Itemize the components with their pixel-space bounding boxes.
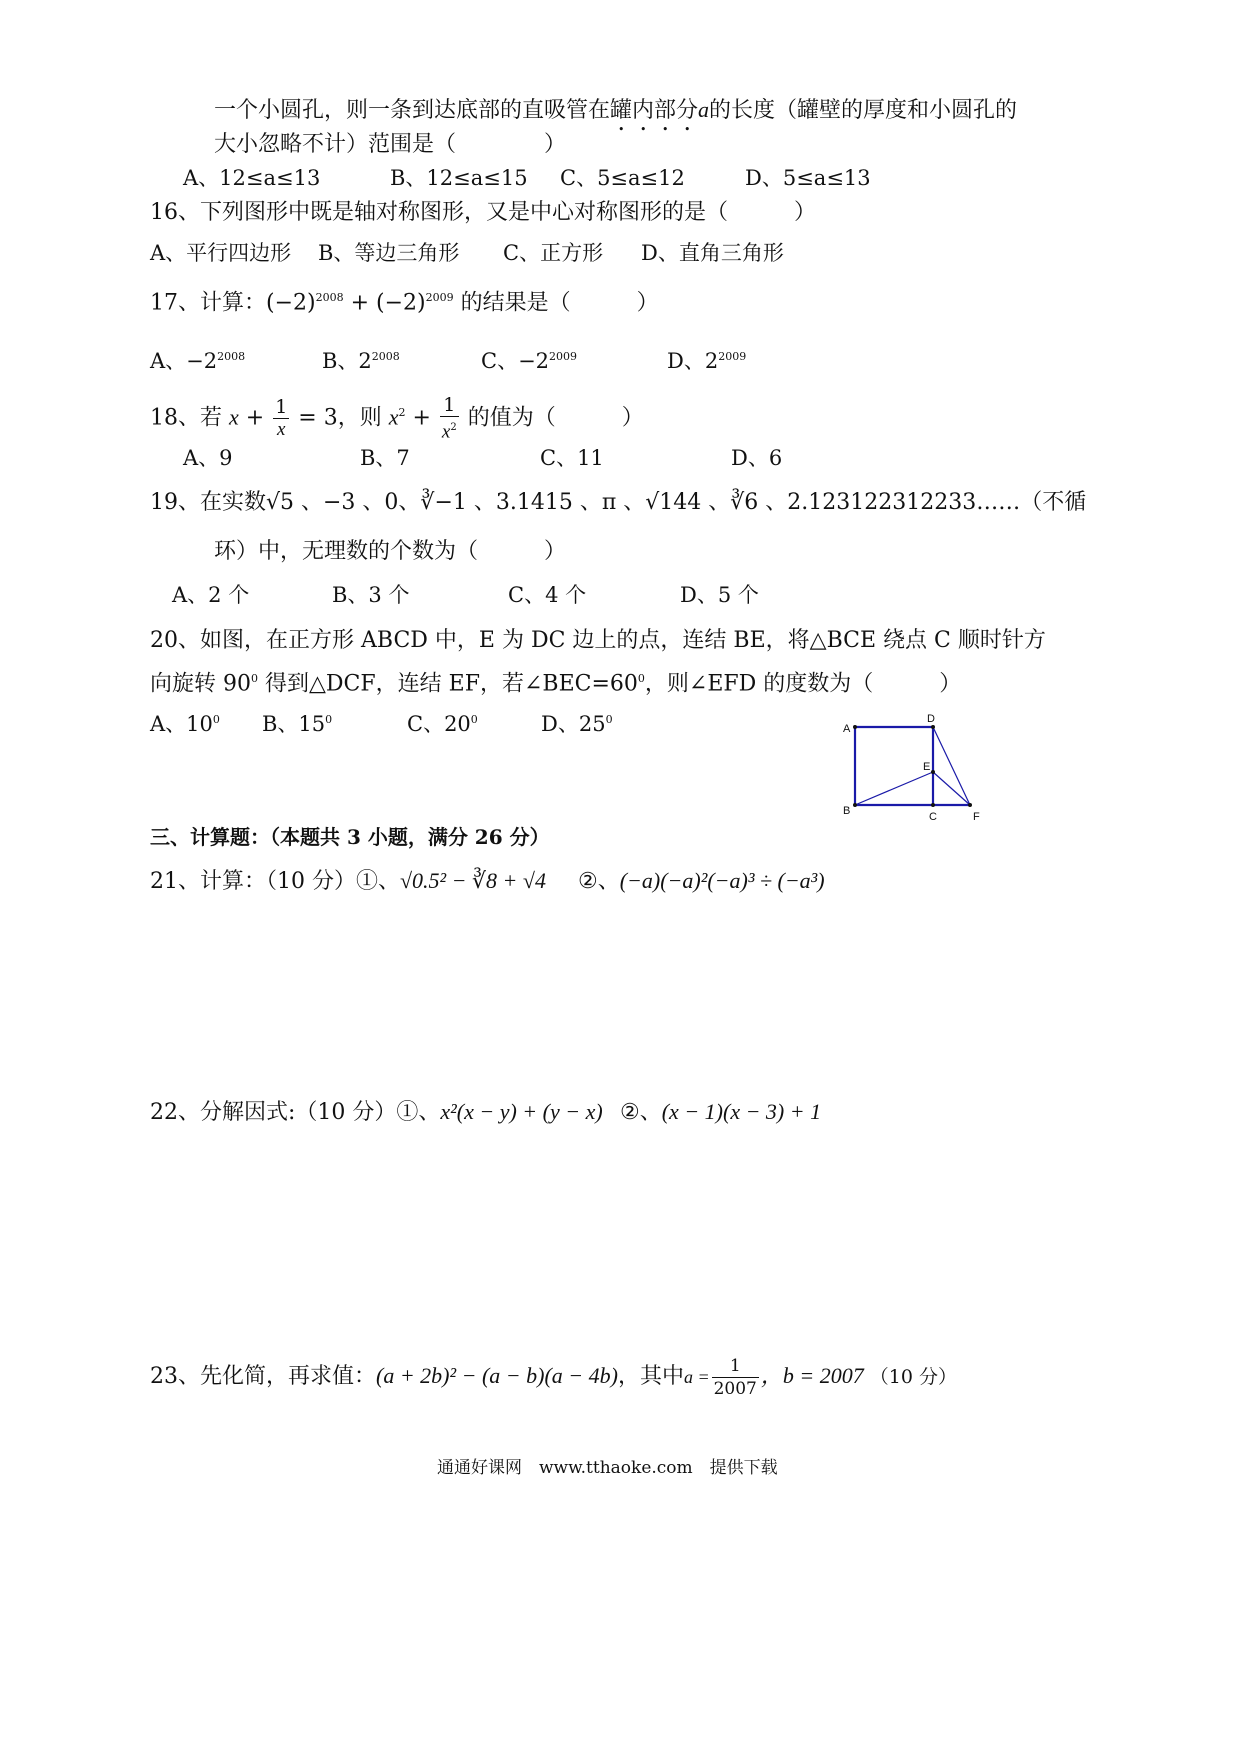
q18-option-c: C、11 bbox=[540, 446, 604, 470]
q23-fraction bbox=[712, 1355, 759, 1400]
q20-line2-c: ，则∠EFD 的度数为（ ） bbox=[644, 671, 962, 697]
q17-exp-a: 2008 bbox=[315, 291, 344, 304]
q15-option-d: D、5≤a≤13 bbox=[745, 166, 871, 190]
q18-frac2-num: 1 bbox=[440, 394, 459, 417]
q17-option-d-exp: 2009 bbox=[718, 350, 747, 363]
q23-expr: (a + 2b)² − (a − b)(a − 4b) bbox=[376, 1363, 618, 1388]
q20-fig-segment-df bbox=[933, 727, 970, 805]
q15-text-a: 一个小圆孔，则一条到达底部的直吸管在 bbox=[214, 98, 611, 123]
q20-deg-1: 0 bbox=[251, 672, 258, 685]
q23-points: （10 分） bbox=[869, 1366, 957, 1388]
q20-line1: 20、如图，在正方形 ABCD 中，E 为 DC 边上的点，连结 BE，将△BCE 绕点 C 顺时针方 bbox=[150, 628, 1046, 653]
q19-option-a: A、2 个 bbox=[172, 583, 250, 607]
q22-prefix: 22、分解因式:（10 分）①、 bbox=[150, 1100, 441, 1125]
q17-exp-b: 2009 bbox=[425, 291, 454, 304]
q18-frac1-den: x bbox=[277, 418, 286, 440]
q18-option-a: A、9 bbox=[183, 446, 233, 470]
q20-option-a bbox=[150, 705, 220, 739]
q20-fig-label-d: D bbox=[927, 713, 935, 725]
q23-prefix: 23、先化简，再求值： bbox=[150, 1364, 376, 1389]
q16-option-d: D、直角三角形 bbox=[641, 241, 784, 265]
q20-fig-label-f: F bbox=[973, 811, 980, 823]
q23-mid: ，其中 bbox=[617, 1364, 684, 1389]
q17-option-b-label: B、2 bbox=[322, 349, 372, 373]
q18-fraction-2 bbox=[440, 394, 459, 443]
q18-eq: = 3，则 bbox=[291, 405, 389, 431]
q17-term-a: (−2) bbox=[266, 290, 316, 316]
q20-fig-point-f bbox=[968, 803, 972, 807]
q17-option-c-label: C、−2 bbox=[481, 349, 550, 373]
q15-line2: 大小忽略不计）范围是（ ） bbox=[214, 132, 567, 157]
q22-part2-label: ②、 bbox=[620, 1100, 662, 1125]
q20-option-b-deg: 0 bbox=[325, 713, 333, 726]
q21-part1: √0.5² − ∛8 + √4 bbox=[399, 868, 546, 893]
q23-frac-num: 1 bbox=[712, 1355, 759, 1378]
q17-option-b bbox=[322, 342, 400, 376]
q22-stem bbox=[150, 1097, 603, 1128]
q19-option-b: B、3 个 bbox=[332, 583, 410, 607]
q20-fig-point-b bbox=[853, 803, 857, 807]
q17-option-a-label: A、−2 bbox=[150, 349, 218, 373]
q17-stem bbox=[150, 283, 659, 318]
q15-option-a: A、12≤a≤13 bbox=[183, 166, 321, 190]
q18-frac2-den bbox=[440, 417, 459, 443]
q23-stem bbox=[150, 1348, 957, 1405]
q18-prefix: 18、若 bbox=[150, 405, 229, 431]
q20-option-d bbox=[541, 705, 613, 739]
q17-option-c-exp: 2009 bbox=[549, 350, 578, 363]
q17-option-d-label: D、2 bbox=[667, 349, 719, 373]
q20-line2-a: 向旋转 90 bbox=[150, 671, 251, 697]
q20-fig-point-a bbox=[853, 725, 857, 729]
q17-suffix: 的结果是（ ） bbox=[453, 290, 659, 316]
q20-fig-label-b: B bbox=[843, 805, 851, 817]
q18-suffix: 的值为（ ） bbox=[460, 405, 644, 431]
q18-x: x bbox=[229, 404, 239, 430]
q18-plus: + bbox=[238, 405, 272, 431]
section-3-title: 三、计算题：（本题共 3 小题，满分 26 分） bbox=[150, 825, 550, 849]
q17-option-a bbox=[150, 342, 245, 376]
q18-fraction-1 bbox=[273, 396, 289, 441]
q20-line2-b: 得到△DCF，连结 EF，若∠BEC=60 bbox=[258, 671, 638, 697]
q23-a-eq: a = bbox=[683, 1367, 710, 1387]
q20-fig-point-e bbox=[931, 770, 935, 774]
q20-fig-segment-be bbox=[855, 772, 933, 805]
q20-option-c bbox=[407, 705, 478, 739]
q20-option-b bbox=[262, 705, 332, 739]
q16-stem: 16、下列图形中既是轴对称图形，又是中心对称图形的是（ ） bbox=[150, 200, 816, 225]
q18-stem bbox=[150, 388, 644, 443]
page-footer: 通通好课网 www.tthaoke.com 提供下载 bbox=[437, 1458, 778, 1478]
q21-part2-label: ②、 bbox=[578, 869, 620, 894]
q15-emphasis: 罐内部分 bbox=[610, 98, 699, 123]
q20-option-b-label: B、15 bbox=[262, 712, 326, 736]
q18-plus2: + bbox=[405, 405, 438, 431]
q19-option-d: D、5 个 bbox=[680, 583, 759, 607]
q20-fig-label-c: C bbox=[929, 811, 937, 823]
q20-option-d-label: D、25 bbox=[541, 712, 606, 736]
q20-fig-label-a: A bbox=[843, 723, 851, 735]
q18-x2: x bbox=[388, 404, 399, 430]
q18-frac2-den-x: x bbox=[441, 420, 451, 442]
q16-option-a: A、平行四边形 bbox=[150, 241, 292, 265]
q16-option-b: B、等边三角形 bbox=[318, 241, 460, 265]
q20-deg-2: 0 bbox=[637, 672, 645, 685]
q20-option-d-deg: 0 bbox=[605, 713, 613, 726]
q19-option-c: C、4 个 bbox=[508, 583, 587, 607]
q21-part2 bbox=[578, 866, 825, 897]
q18-option-d: D、6 bbox=[731, 446, 783, 470]
q20-fig-point-d bbox=[931, 725, 935, 729]
q15-option-c: C、5≤a≤12 bbox=[560, 166, 685, 190]
q23-frac-den: 2007 bbox=[713, 1378, 757, 1399]
q20-line2 bbox=[150, 664, 961, 699]
q17-option-a-exp: 2008 bbox=[217, 350, 246, 363]
q17-prefix: 17、计算： bbox=[150, 290, 266, 316]
q20-fig-point-c bbox=[931, 803, 935, 807]
q20-fig-segment-ef bbox=[933, 772, 970, 805]
q20-fig-label-e: E bbox=[923, 761, 931, 773]
q21-stem bbox=[150, 866, 546, 897]
q20-option-c-label: C、20 bbox=[407, 712, 471, 736]
q22-part2-expr: (x − 1)(x − 3) + 1 bbox=[661, 1099, 822, 1124]
q20-option-a-label: A、10 bbox=[150, 712, 213, 736]
q18-frac2-den-sq: 2 bbox=[450, 421, 457, 433]
q20-option-a-deg: 0 bbox=[212, 713, 220, 726]
q22-part2 bbox=[620, 1097, 821, 1128]
q20-option-c-deg: 0 bbox=[470, 713, 478, 726]
q23-b-eq: ，b = 2007 bbox=[760, 1363, 864, 1388]
q17-option-c bbox=[481, 342, 577, 376]
q15-option-b: B、12≤a≤15 bbox=[390, 166, 528, 190]
q17-option-d bbox=[667, 342, 746, 376]
q17-option-b-exp: 2008 bbox=[371, 350, 400, 363]
q18-frac1-num: 1 bbox=[275, 395, 288, 418]
q21-part2-expr: (−a)(−a)²(−a)³ ÷ (−a³) bbox=[619, 868, 825, 893]
q15-variable: a bbox=[698, 97, 710, 122]
q17-plus: + bbox=[343, 290, 377, 316]
q22-part1: x²(x − y) + (y − x) bbox=[440, 1099, 603, 1124]
q18-option-b: B、7 bbox=[360, 446, 410, 470]
q20-figure bbox=[835, 710, 995, 830]
q17-term-b: (−2) bbox=[376, 290, 426, 316]
q15-text-b: 的长度（罐壁的厚度和小圆孔的 bbox=[709, 98, 1018, 123]
q19-line2: 环）中，无理数的个数为（ ） bbox=[214, 539, 567, 564]
q19-line1: 19、在实数√5 、−3 、0、∛−1 、3.1415 、π 、√144 、∛6 、2.123122312233……（不循 bbox=[150, 490, 1087, 515]
q18-sq: 2 bbox=[398, 406, 406, 419]
q21-prefix: 21、计算：（10 分）①、 bbox=[150, 869, 400, 894]
q16-option-c: C、正方形 bbox=[503, 241, 604, 265]
